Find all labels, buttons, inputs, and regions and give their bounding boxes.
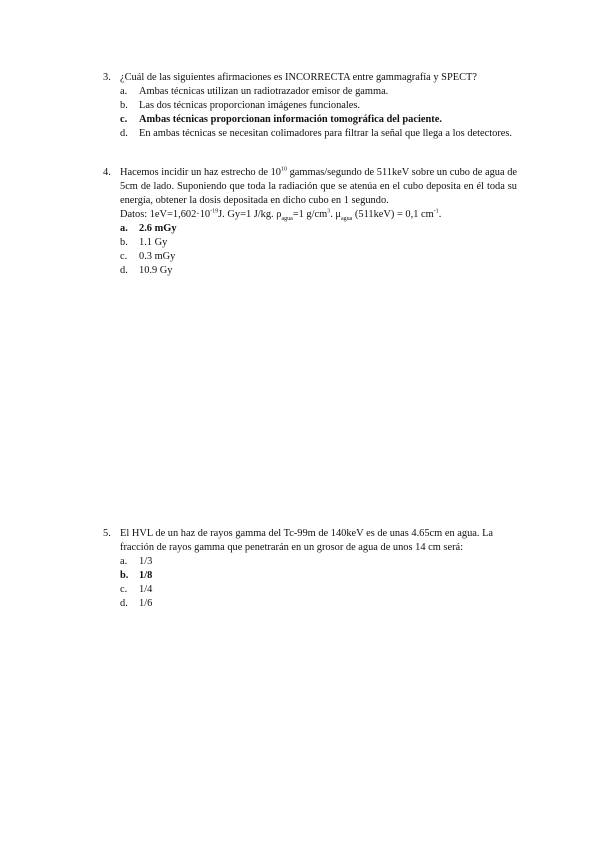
data-text: J. Gy=1 J/kg. ρ [218, 209, 282, 220]
option-text: 1/6 [139, 598, 153, 609]
question-text [120, 166, 517, 208]
subscript: agua [340, 216, 353, 223]
option-letter: a. [120, 223, 128, 234]
option-text: 1/4 [139, 584, 153, 595]
option-c-correct [120, 113, 517, 127]
option-letter: a. [120, 86, 128, 97]
option-letter: c. [120, 251, 128, 262]
option-text: Ambas técnicas utilizan un radiotrazador emisor de gamma. [139, 86, 389, 97]
data-text: Datos: 1eV=1,602·10 [120, 209, 211, 220]
question-text-part: gammas/segundo de 511keV sobre un cubo de agua de 5cm de lado. Suponiendo que toda la radiación que se atenúa en el cubo deposita en él toda su energía, obtener la dosis depositada en dicho cubo en 1 segundo. [120, 167, 518, 206]
option-b [120, 99, 517, 113]
subscript: agua [281, 216, 293, 223]
option-c [120, 583, 517, 597]
option-letter: d. [120, 128, 128, 139]
option-text: Las dos técnicas proporcionan imágenes funcionales. [139, 100, 361, 111]
option-text: 1/3 [139, 556, 153, 567]
option-c [120, 250, 517, 264]
question-text-part: Hacemos incidir un haz estrecho de 10 [120, 167, 282, 178]
option-letter: c. [120, 114, 128, 125]
option-d [120, 264, 517, 278]
data-text: =1 g/cm [292, 209, 328, 220]
question-number: 4. [103, 167, 111, 178]
option-d [120, 127, 517, 141]
option-a [120, 555, 517, 569]
question-text: ¿Cuál de las siguientes afirmaciones es INCORRECTA entre gammagrafía y SPECT? [120, 72, 477, 83]
question-4 [103, 166, 517, 278]
data-text: (511keV) = 0,1 cm [352, 209, 434, 220]
option-text: 1.1 Gy [139, 237, 168, 248]
option-text: 2.6 mGy [139, 223, 177, 234]
exponent: -1 [433, 208, 439, 215]
options-list [120, 555, 517, 611]
question-number: 3. [103, 72, 111, 83]
option-letter: b. [120, 100, 128, 111]
option-b [120, 236, 517, 250]
option-a-correct [120, 222, 517, 236]
option-text: Ambas técnicas proporcionan información tomográfica del paciente. [139, 114, 442, 125]
options-list [120, 85, 517, 141]
option-letter: b. [120, 570, 129, 581]
question-text: El HVL de un haz de rayos gamma del Tc-99m de 140keV es de unas 4.65cm en agua. La fracción de rayos gamma que penetrarán en un grosor de agua de unos 14 cm será: [120, 528, 494, 553]
option-letter: b. [120, 237, 128, 248]
option-a [120, 85, 517, 99]
options-list [120, 222, 517, 278]
data-text: . μ [330, 209, 341, 220]
option-text: 0.3 mGy [139, 251, 176, 262]
option-text: 1/8 [139, 570, 153, 581]
question-data [120, 208, 517, 222]
option-d [120, 597, 517, 611]
option-letter: d. [120, 265, 128, 276]
exponent: 10 [281, 166, 288, 173]
option-text: En ambas técnicas se necesitan colimadores para filtrar la señal que llega a los detectores. [139, 128, 513, 139]
question-number: 5. [103, 528, 111, 539]
option-text: 10.9 Gy [139, 265, 173, 276]
data-text: . [438, 209, 442, 220]
option-letter: c. [120, 584, 128, 595]
option-letter: a. [120, 556, 128, 567]
option-b-correct [120, 569, 517, 583]
question-5 [103, 527, 517, 611]
option-letter: d. [120, 598, 128, 609]
exponent: 3 [327, 208, 331, 215]
exponent: -19 [210, 208, 219, 215]
question-3 [103, 71, 517, 141]
